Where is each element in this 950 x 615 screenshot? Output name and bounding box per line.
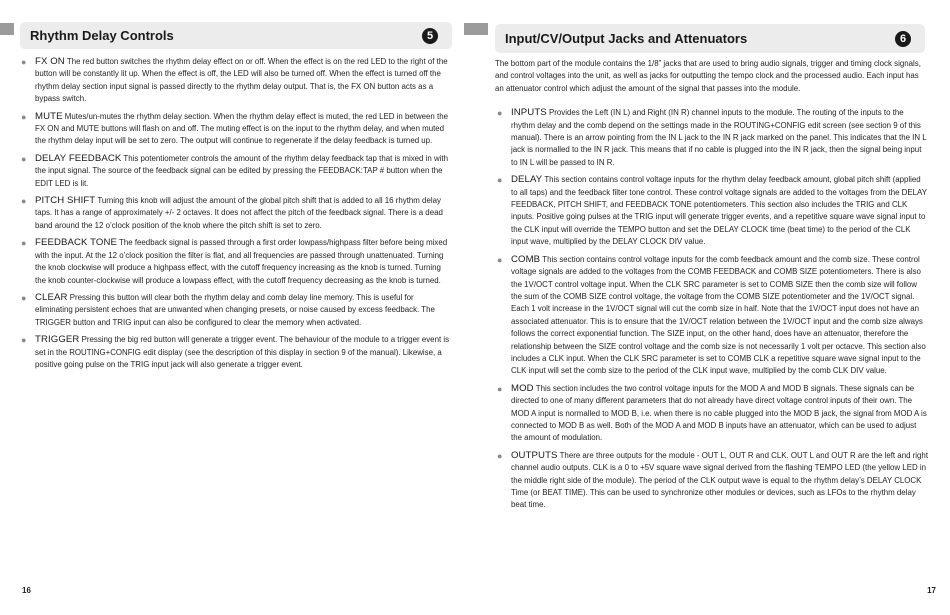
list-item	[19, 237, 452, 287]
list-item	[495, 107, 928, 169]
list-item	[19, 56, 452, 106]
bullet-icon: ●	[497, 175, 503, 186]
list-item	[19, 153, 452, 190]
section-content	[19, 56, 452, 376]
item-term: FEEDBACK TONE	[35, 237, 117, 249]
item-text: The feedback signal is passed through a first order lowpass/highpass filter before being mixed with the input. At the 12 o’clock position the filter is flat, and all frequencies are passed through unattenuated. Turning the knob clockwise will produce a highpass effect, with the cutoff frequency increasing as the knob is turned. Turning the knob counter-clockwise will produce a lowpass effect, with the cutoff frequency decreasing as the knob is turned.	[35, 238, 448, 285]
list-item	[19, 195, 452, 232]
list-item	[19, 292, 452, 329]
bullet-icon: ●	[21, 292, 27, 303]
item-term: MOD	[511, 382, 534, 394]
bullet-icon: ●	[21, 196, 27, 207]
item-term: CLEAR	[35, 291, 68, 303]
intro-paragraph: The bottom part of the module contains the 1/8” jacks that are used to bring audio signals, trigger and timing clock signals, and control voltages into the unit, as well as jacks for outputting the tempo clock and the processed audio. Each input has an attenuator control which adjust the amount of the signal that passes into the module.	[495, 59, 921, 93]
bullet-icon: ●	[21, 335, 27, 346]
item-term: DELAY	[511, 174, 543, 186]
corner-tab	[0, 23, 14, 35]
bullet-icon: ●	[497, 108, 503, 119]
item-text: Provides the Left (IN L) and Right (IN R) channel inputs to the module. The routing of the inputs to the rhythm delay and the comb depend on the settings made in the ROUTING+CONFIG edit screen (see section 9 of this manual). There is an arrow pointing from the IN L jack to the IN R jack marked on the panel. This indicates that the IN L jack is normalled to the IN R jack. This means that if no cable is plugged into the IN R jack, then the signal being input to IN L will be passed to IN R.	[511, 108, 927, 167]
page-number: 16	[22, 586, 31, 595]
item-text: This section contains control voltage inputs for the comb feedback amount and the comb size. These control voltage signals are added to the voltages from the COMB FEEDBACK and COMB SIZE potentiometers. There is also the 1V/OCT control voltage input. When the CLK SRC parameter is set to COMB SIZE then the comb size will follow the sum of the COMB SIZE control voltage, the voltage from the COMB SIZE potentiometer and the 1V/OCT signal. Each 1 volt increase in the 1V/OCT signal will cut the comb size in half. Note that the 1V/OCT input does not have an associated attenuator. This is to ensure that the 1V/OCT relation between the 1V/OCT input and the comb size always follows the correct exponential function. The SIZE input, on the other hand, does have an attenuator, therefore the relationship between the SIZE control voltage and the comb size is not necessarily 1 volt per octacve. This section also includes a CLK input. When the CLK SRC parameter is set to COMB CLK a repetitive square wave signal input to the CLK input will set the comb size to the period of the CLK input wave, multiplied by the comb CLK DIV value.	[511, 254, 926, 376]
item-text: This section contains control voltage inputs for the rhythm delay feedback amount, global pitch shift (applied to all taps) and the feedback filter tone control. These control voltage signals are added to the voltages from the DELAY FEEDBACK, PITCH SHIFT, and FEEDBACK TONE potentiometers. This section also includes the TRIG and CLK inputs. Positive going pulses at the TRIG input will generate trigger events, and a repetitive square wave signal input to the CLK input will override the TEMPO button and set the DELAY CLOCK time (beat time) to the period of the CLK input wave, multiplied by the DELAY CLOCK DIV value.	[511, 175, 927, 247]
section-header	[20, 22, 452, 49]
item-text: This section includes the two control voltage inputs for the MOD A and MOD B signals. These signals can be directed to one of many different parameters that do not already have direct voltage control inputs of their own. The MOD A input is normalled to MOD B, i.e. when there is no cable plugged into the MOD B jack, the signal from MOD A is connected to MOD B as well. Both of the MOD A and MOD B inputs have an attenuator, which can be used to adjust the amount of modulation.	[511, 383, 927, 443]
bullet-icon: ●	[21, 238, 27, 249]
right-page	[475, 0, 950, 615]
corner-tab	[464, 23, 488, 35]
control-list	[19, 56, 452, 371]
item-term: DELAY FEEDBACK	[35, 152, 122, 164]
item-text: Mutes/un-mutes the rhythm delay section. When the rhythm delay effect is muted, the red LED in between the FX ON and MUTE buttons will flash on and off. The muting effect is on the input to the rhythm delay, and when muted the rhythm delay input will be set to zero. The output will continue to regenerate if the delay feedback is turned up.	[35, 111, 448, 146]
item-term: COMB	[511, 253, 541, 265]
item-term: OUTPUTS	[511, 449, 558, 461]
section-number-badge: 6	[895, 31, 911, 47]
section-number-badge: 5	[422, 28, 438, 44]
item-text: There are three outputs for the module - OUT L, OUT R and CLK. OUT L and OUT R are the left and right channel audio outputs. CLK is a 0 to +5V square wave signal derived from the flashing TEMPO LED (the yellow LED in the middle right side of the module). The period of the CLK output wave is equal to the rhythm delay’s DELAY CLOCK Time (or BEAT TIME). This can be used to synchronize other modules or devices, such as LFOs to the rhythm delay beat time.	[511, 450, 929, 510]
item-term: MUTE	[35, 110, 63, 122]
item-text: This potentiometer controls the amount of the rhythm delay feedback tap that is mixed in with the input signal. The source of the feedback signal can be edited by pressing the FEEDBACK:TAP # button when the EDIT LED is lit.	[35, 153, 448, 188]
page-number: 17	[927, 586, 936, 595]
list-item	[495, 383, 928, 445]
list-item	[19, 111, 452, 148]
bullet-icon: ●	[497, 383, 503, 394]
jack-list	[495, 107, 928, 512]
bullet-icon: ●	[497, 450, 503, 461]
item-term: TRIGGER	[35, 334, 80, 346]
section-title: Input/CV/Output Jacks and Attenuators	[505, 31, 748, 46]
bullet-icon: ●	[21, 57, 27, 67]
item-term: PITCH SHIFT	[35, 195, 96, 207]
section-header	[495, 24, 925, 53]
list-item	[495, 450, 928, 512]
section-content	[495, 58, 928, 517]
item-text: Pressing this button will clear both the rhythm delay and comb delay line memory. This is useful for eliminating persistent echoes that are unwanted when changing presets, or noise caused by excess feedback. The TRIGGER button and TRIG input can also be configured to clear the memory when activated.	[35, 292, 435, 327]
section-title: Rhythm Delay Controls	[30, 28, 174, 43]
item-text: The red button switches the rhythm delay effect on or off. When the effect is on the red LED to the right of the button will be constantly lit up. When the effect is off, the LED will also be turned off. When the effect is turned off the rhythm delay section input signal is passed directly to the rhythm delay output. That is, the FX ON button acts as a bypass switch.	[35, 57, 448, 104]
item-term: FX ON	[35, 56, 65, 67]
bullet-icon: ●	[21, 153, 27, 164]
list-item	[19, 334, 452, 371]
item-text: Turning this knob will adjust the amount of the global pitch shift that is added to all 16 rhythm delay taps. It has a range of approximately +/- 2 octaves. It does not affect the pitch of the feedback signal. There is a dead band around the 12 o’clock position of the knob where the pitch shift is set to zero.	[35, 196, 443, 230]
item-text: Pressing the big red button will generate a trigger event. The behaviour of the module to a trigger event is set in the ROUTING+CONFIG edit display (see the description of this display in section 9 of the manual). Likewise, a positive going pulse on the TRIG input jack will also generate a trigger event.	[35, 335, 450, 369]
item-term: INPUTS	[511, 107, 547, 119]
bullet-icon: ●	[21, 111, 27, 122]
bullet-icon: ●	[497, 254, 503, 265]
list-item	[495, 254, 928, 378]
list-item	[495, 174, 928, 248]
